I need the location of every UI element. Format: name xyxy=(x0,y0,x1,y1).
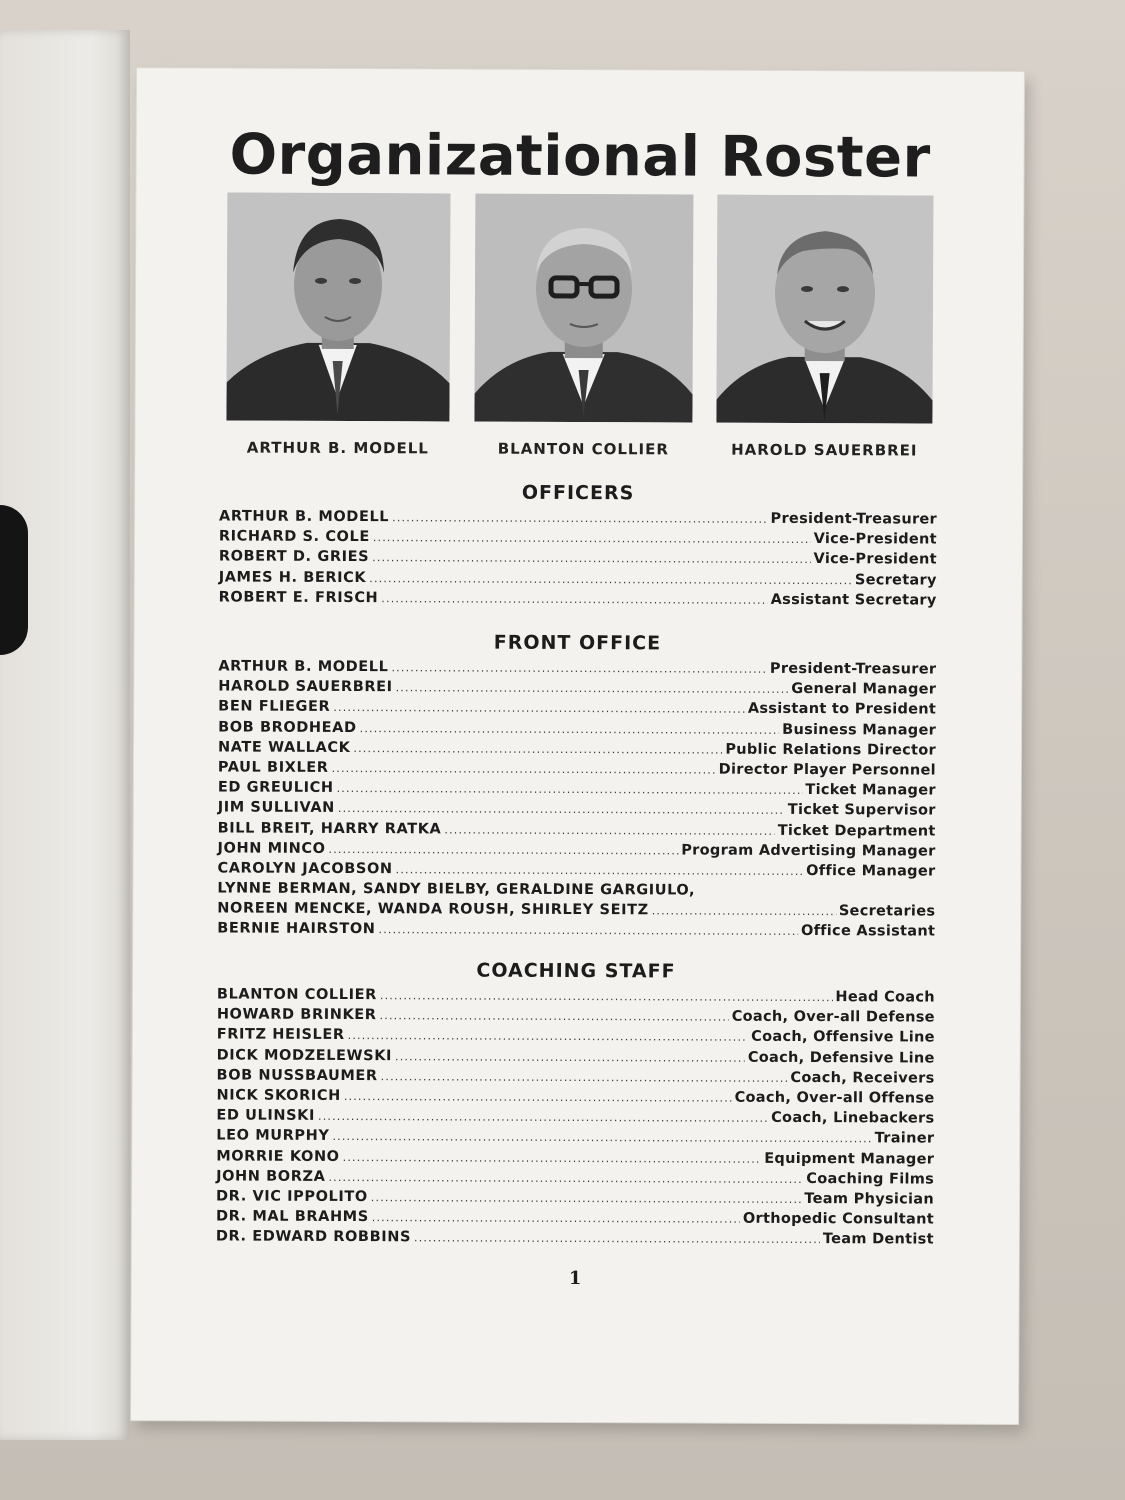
roster-name: CAROLYN JACOBSON xyxy=(217,860,393,878)
roster-name: ED ULINSKI xyxy=(216,1107,316,1124)
dot-leader xyxy=(343,1150,762,1165)
roster-row xyxy=(217,921,935,944)
roster-role: Secretaries xyxy=(838,903,936,920)
roster-name: HAROLD SAUERBREI xyxy=(218,678,393,696)
roster-name: ROBERT D. GRIES xyxy=(218,548,370,566)
roster-name: BOB NUSSBAUMER xyxy=(216,1067,378,1084)
roster-role: Program Advertising Manager xyxy=(681,842,936,860)
roster-name: RICHARD S. COLE xyxy=(218,528,370,546)
dot-leader xyxy=(329,843,679,858)
roster-role: Team Physician xyxy=(804,1190,935,1208)
dot-leader xyxy=(353,742,722,757)
roster-role: President-Treasurer xyxy=(769,660,937,678)
roster-name: JAMES H. BERICK xyxy=(218,569,367,586)
roster-role: Director Player Personnel xyxy=(718,761,936,779)
front-office-section xyxy=(217,630,936,944)
roster-role: Office Assistant xyxy=(800,923,936,941)
roster-role: General Manager xyxy=(791,681,937,698)
roster-role: Team Dentist xyxy=(822,1231,934,1248)
dot-leader xyxy=(369,572,852,587)
roster-role: Office Manager xyxy=(806,862,936,880)
roster-role: Coach, Offensive Line xyxy=(751,1029,935,1046)
roster-row xyxy=(216,1229,934,1252)
roster-role: Trainer xyxy=(874,1130,935,1147)
dot-leader xyxy=(328,1171,803,1186)
dot-leader xyxy=(391,661,766,676)
roster-role: Assistant to President xyxy=(747,701,937,718)
section-heading: FRONT OFFICE xyxy=(493,631,662,655)
dot-leader xyxy=(381,592,767,607)
roster-name: BLANTON COLLIER xyxy=(216,986,377,1004)
dot-leader xyxy=(652,905,836,919)
roster-name: MORRIE KONO xyxy=(216,1147,340,1165)
roster-role: Equipment Manager xyxy=(764,1150,935,1168)
roster-name: DR. EDWARD ROBBINS xyxy=(215,1228,412,1246)
roster-role: Coach, Over-all Defense xyxy=(731,1008,935,1026)
roster-name: DR. VIC IPPOLITO xyxy=(216,1188,368,1205)
photo-caption-3: HAROLD SAUERBREI xyxy=(731,440,918,460)
dot-leader xyxy=(414,1232,820,1247)
roster-role: Vice-President xyxy=(813,531,937,548)
roster-role: Assistant Secretary xyxy=(770,591,937,609)
roster-role: Vice-President xyxy=(813,551,937,568)
photo-caption-2: BLANTON COLLIER xyxy=(497,439,669,459)
roster-name: NICK SKORICH xyxy=(216,1087,341,1104)
dot-leader xyxy=(332,762,716,777)
roster-role: Coach, Defensive Line xyxy=(747,1049,935,1067)
officers-section xyxy=(219,480,938,612)
roster-name: BILL BREIT, HARRY RATKA xyxy=(217,819,442,837)
dot-leader xyxy=(348,1029,749,1044)
roster-row xyxy=(219,589,937,612)
dot-leader xyxy=(380,989,833,1004)
dot-leader xyxy=(372,551,810,566)
dot-leader xyxy=(392,511,767,526)
roster-role: Orthopedic Consultant xyxy=(742,1210,934,1228)
left-page xyxy=(0,30,130,1440)
roster-name: DICK MODZELEWSKI xyxy=(216,1047,393,1064)
dot-leader xyxy=(372,1211,740,1226)
dot-leader xyxy=(373,531,811,546)
roster-role: President-Treasurer xyxy=(770,510,938,528)
roster-name: ARTHUR B. MODELL xyxy=(218,508,390,526)
portrait-photo-1 xyxy=(226,192,450,421)
roster-role: Ticket Department xyxy=(777,822,936,840)
dot-leader xyxy=(344,1090,732,1105)
roster-name: ROBERT E. FRISCH xyxy=(218,589,379,606)
dot-leader xyxy=(444,823,774,837)
dot-leader xyxy=(332,1130,871,1145)
roster-role: Public Relations Director xyxy=(725,741,937,759)
dot-leader xyxy=(395,1050,745,1065)
roster-name: BOB BRODHEAD xyxy=(218,719,357,736)
dot-leader xyxy=(338,802,785,817)
dot-leader xyxy=(396,863,804,878)
roster-role: Ticket Supervisor xyxy=(787,802,936,819)
coaching-staff-section xyxy=(216,958,935,1252)
roster-page xyxy=(131,68,1024,1424)
roster-role: Coach, Receivers xyxy=(790,1069,935,1087)
dot-leader xyxy=(318,1110,768,1125)
roster-name: FRITZ HEISLER xyxy=(216,1026,345,1044)
dot-leader xyxy=(371,1191,802,1206)
roster-role: Coach, Over-all Offense xyxy=(734,1089,935,1107)
roster-role: Ticket Manager xyxy=(805,782,936,799)
portrait-photo-2 xyxy=(474,194,693,423)
roster-role: Coach, Linebackers xyxy=(771,1109,935,1127)
dot-leader xyxy=(337,782,803,797)
dot-leader xyxy=(333,701,745,716)
roster-role: Coaching Films xyxy=(806,1170,935,1188)
photo-caption-1: ARTHUR B. MODELL xyxy=(246,438,429,458)
roster-name: ED GREULICH xyxy=(217,779,334,797)
dot-leader xyxy=(380,1009,729,1024)
roster-name: NATE WALLACK xyxy=(217,739,351,756)
dot-leader xyxy=(379,924,798,939)
roster-name: JIM SULLIVAN xyxy=(217,799,335,817)
portrait-photo-3 xyxy=(716,195,933,424)
roster-name: BERNIE HAIRSTON xyxy=(217,920,376,938)
page-number: 1 xyxy=(568,1267,582,1290)
dot-leader xyxy=(396,681,789,696)
page-title: Organizational Roster xyxy=(229,122,931,191)
roster-name: ARTHUR B. MODELL xyxy=(218,658,389,676)
roster-name: DR. MAL BRAHMS xyxy=(215,1208,369,1226)
dot-leader xyxy=(381,1070,788,1085)
roster-role: Business Manager xyxy=(782,721,937,739)
roster-role: Head Coach xyxy=(835,989,935,1006)
dot-leader xyxy=(360,722,780,737)
roster-name: LEO MURPHY xyxy=(216,1127,330,1145)
section-heading: COACHING STAFF xyxy=(476,959,676,983)
roster-name: PAUL BIXLER xyxy=(217,759,329,776)
roster-name: HOWARD BRINKER xyxy=(216,1006,377,1024)
left-page-graphic xyxy=(0,505,28,655)
roster-name: JOHN BORZA xyxy=(216,1168,326,1185)
roster-name: JOHN MINCO xyxy=(217,840,326,857)
roster-name: LYNNE BERMAN, SANDY BIELBY, GERALDINE GARGIULO, xyxy=(217,880,696,899)
roster-role: Secretary xyxy=(854,571,937,589)
section-heading: OFFICERS xyxy=(521,481,635,505)
roster-name: NOREEN MENCKE, WANDA ROUSH, SHIRLEY SEITZ xyxy=(217,900,649,919)
roster-name: BEN FLIEGER xyxy=(218,698,331,716)
